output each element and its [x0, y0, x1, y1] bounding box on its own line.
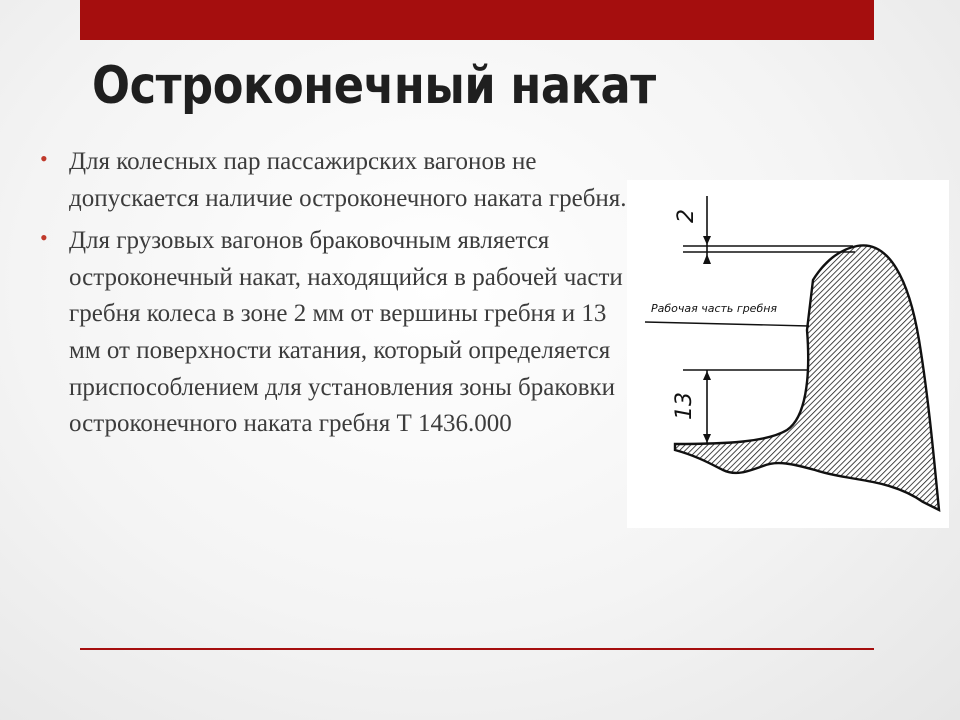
zone-label: Рабочая часть гребня: [651, 302, 778, 315]
bullet-text: Для колесных пар пассажирских вагонов не допускается наличие остроконечного наката гребня.: [69, 148, 627, 212]
bullet-list: [40, 144, 636, 449]
flange-profile: [675, 245, 939, 510]
top-accent-bar: [80, 0, 874, 40]
arrow-up-icon: [703, 371, 711, 380]
arrow-down-icon: [703, 434, 711, 443]
bullet-item: [40, 144, 636, 217]
bullet-dot-icon: •: [40, 146, 48, 171]
slide-title: Остроконечный накат: [92, 56, 656, 116]
dim-label-2: 2: [674, 209, 699, 223]
bullet-dot-icon: •: [40, 225, 48, 251]
bullet-text: Для грузовых вагонов браковочным является остроконечный накат, находящийся в рабочей части гребня колеса в зоне 2 мм от вершины гребня и 13 мм от поверхности катания, который определяется приспособлением для установления зоны браковки остроконечного наката гребня Т 1436.000: [69, 227, 623, 438]
flange-diagram-svg: [627, 180, 949, 528]
bullet-item: [40, 223, 636, 443]
arrow-down-icon: [703, 236, 711, 245]
dim-label-13: 13: [672, 392, 697, 420]
bottom-divider: [80, 648, 874, 650]
flange-diagram: [627, 180, 949, 528]
zone-line: [645, 322, 809, 326]
arrow-up-icon: [703, 254, 711, 264]
